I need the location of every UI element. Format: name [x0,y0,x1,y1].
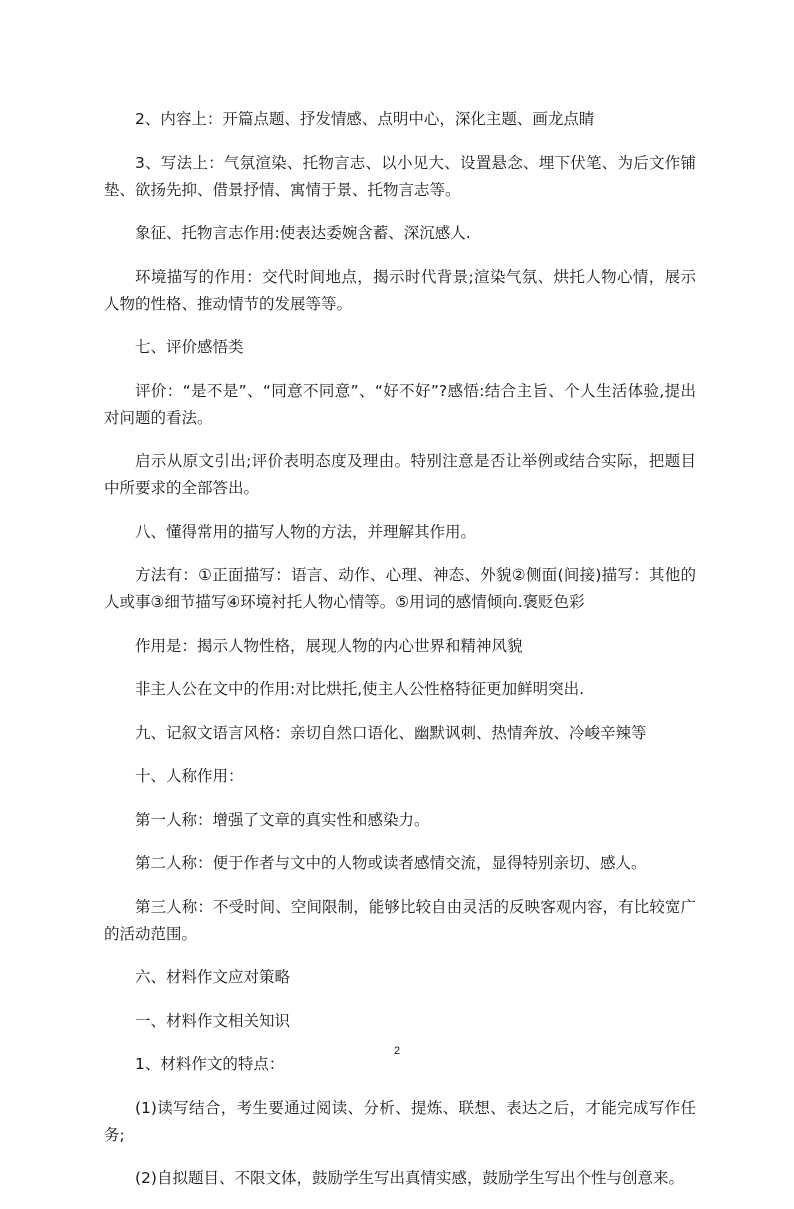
paragraph-methods: 方法有：①正面描写：语言、动作、心理、神态、外貌②侧面(间接)描写：其他的人或事③细节描写④环境衬托人物心情等。⑤用词的感情倾向.褒贬色彩 [104,566,696,611]
paragraph-feature-2: (2)自拟题目、不限文体，鼓励学生写出真情实感，鼓励学生写出个性与创意来。 [135,1169,684,1187]
paragraph-inspiration: 启示从原文引出;评价表明态度及理由。特别注意是否让举例或结合实际，把题目中所要求的全部答出。 [104,452,696,497]
paragraph-secondary-character: 非主人公在文中的作用:对比烘托,使主人公性格特征更加鲜明突出. [135,680,585,698]
heading-material-essay-knowledge: 一、材料作文相关知识 [135,1011,291,1030]
paragraph-second-person: 第二人称：便于作者与文中的人物或读者感情交流，显得特别亲切、感人。 [135,854,647,872]
page-number: 2 [393,1045,401,1057]
heading-character-description: 八、懂得常用的描写人物的方法，并理解其作用。 [135,522,477,541]
paragraph-symbolism: 象征、托物言志作用:使表达委婉含蓄、深沉感人. [135,224,471,242]
paragraph-third-person: 第三人称：不受时间、空间限制，能够比较自由灵活的反映客观内容，有比较宽广的活动范围。 [104,897,696,943]
heading-evaluation: 七、评价感悟类 [135,338,244,356]
paragraph-evaluation: 评价：“是不是”、“同意不同意”、“好不好”?感悟:结合主旨、个人生活体验,提出对问题的看法。 [104,381,696,427]
paragraph-writing-techniques: 3、写法上：气氛渲染、托物言志、以小见大、设置悬念、埋下伏笔、为后文作铺垫、欲扬先抑、借景抒情、寓情于景、托物言志等。 [104,153,696,199]
heading-material-essay-strategy: 六、材料作文应对策略 [135,968,291,986]
paragraph-first-person: 第一人称：增强了文章的真实性和感染力。 [135,810,430,829]
page-content [104,106,696,1209]
paragraph-function: 作用是：揭示人物性格，展现人物的内心世界和精神风貌 [135,636,523,655]
paragraph-content-point: 2、内容上：开篇点题、抒发情感、点明中心，深化主题、画龙点睛 [135,110,595,128]
paragraph-feature-1: (1)读写结合，考生要通过阅读、分析、提炼、联想、表达之后，才能完成写作任务; [104,1098,696,1144]
heading-language-style: 九、记叙文语言风格：亲切自然口语化、幽默讽刺、热情奔放、冷峻辛辣等 [135,723,647,742]
heading-person-function: 十、人称作用： [135,767,244,785]
paragraph-environment-description: 环境描写的作用：交代时间地点，揭示时代背景;渲染气氛、烘托人物心情，展示人物的性格、推动情节的发展等等。 [104,267,696,313]
heading-material-essay-features: 1、材料作文的特点： [135,1055,285,1073]
